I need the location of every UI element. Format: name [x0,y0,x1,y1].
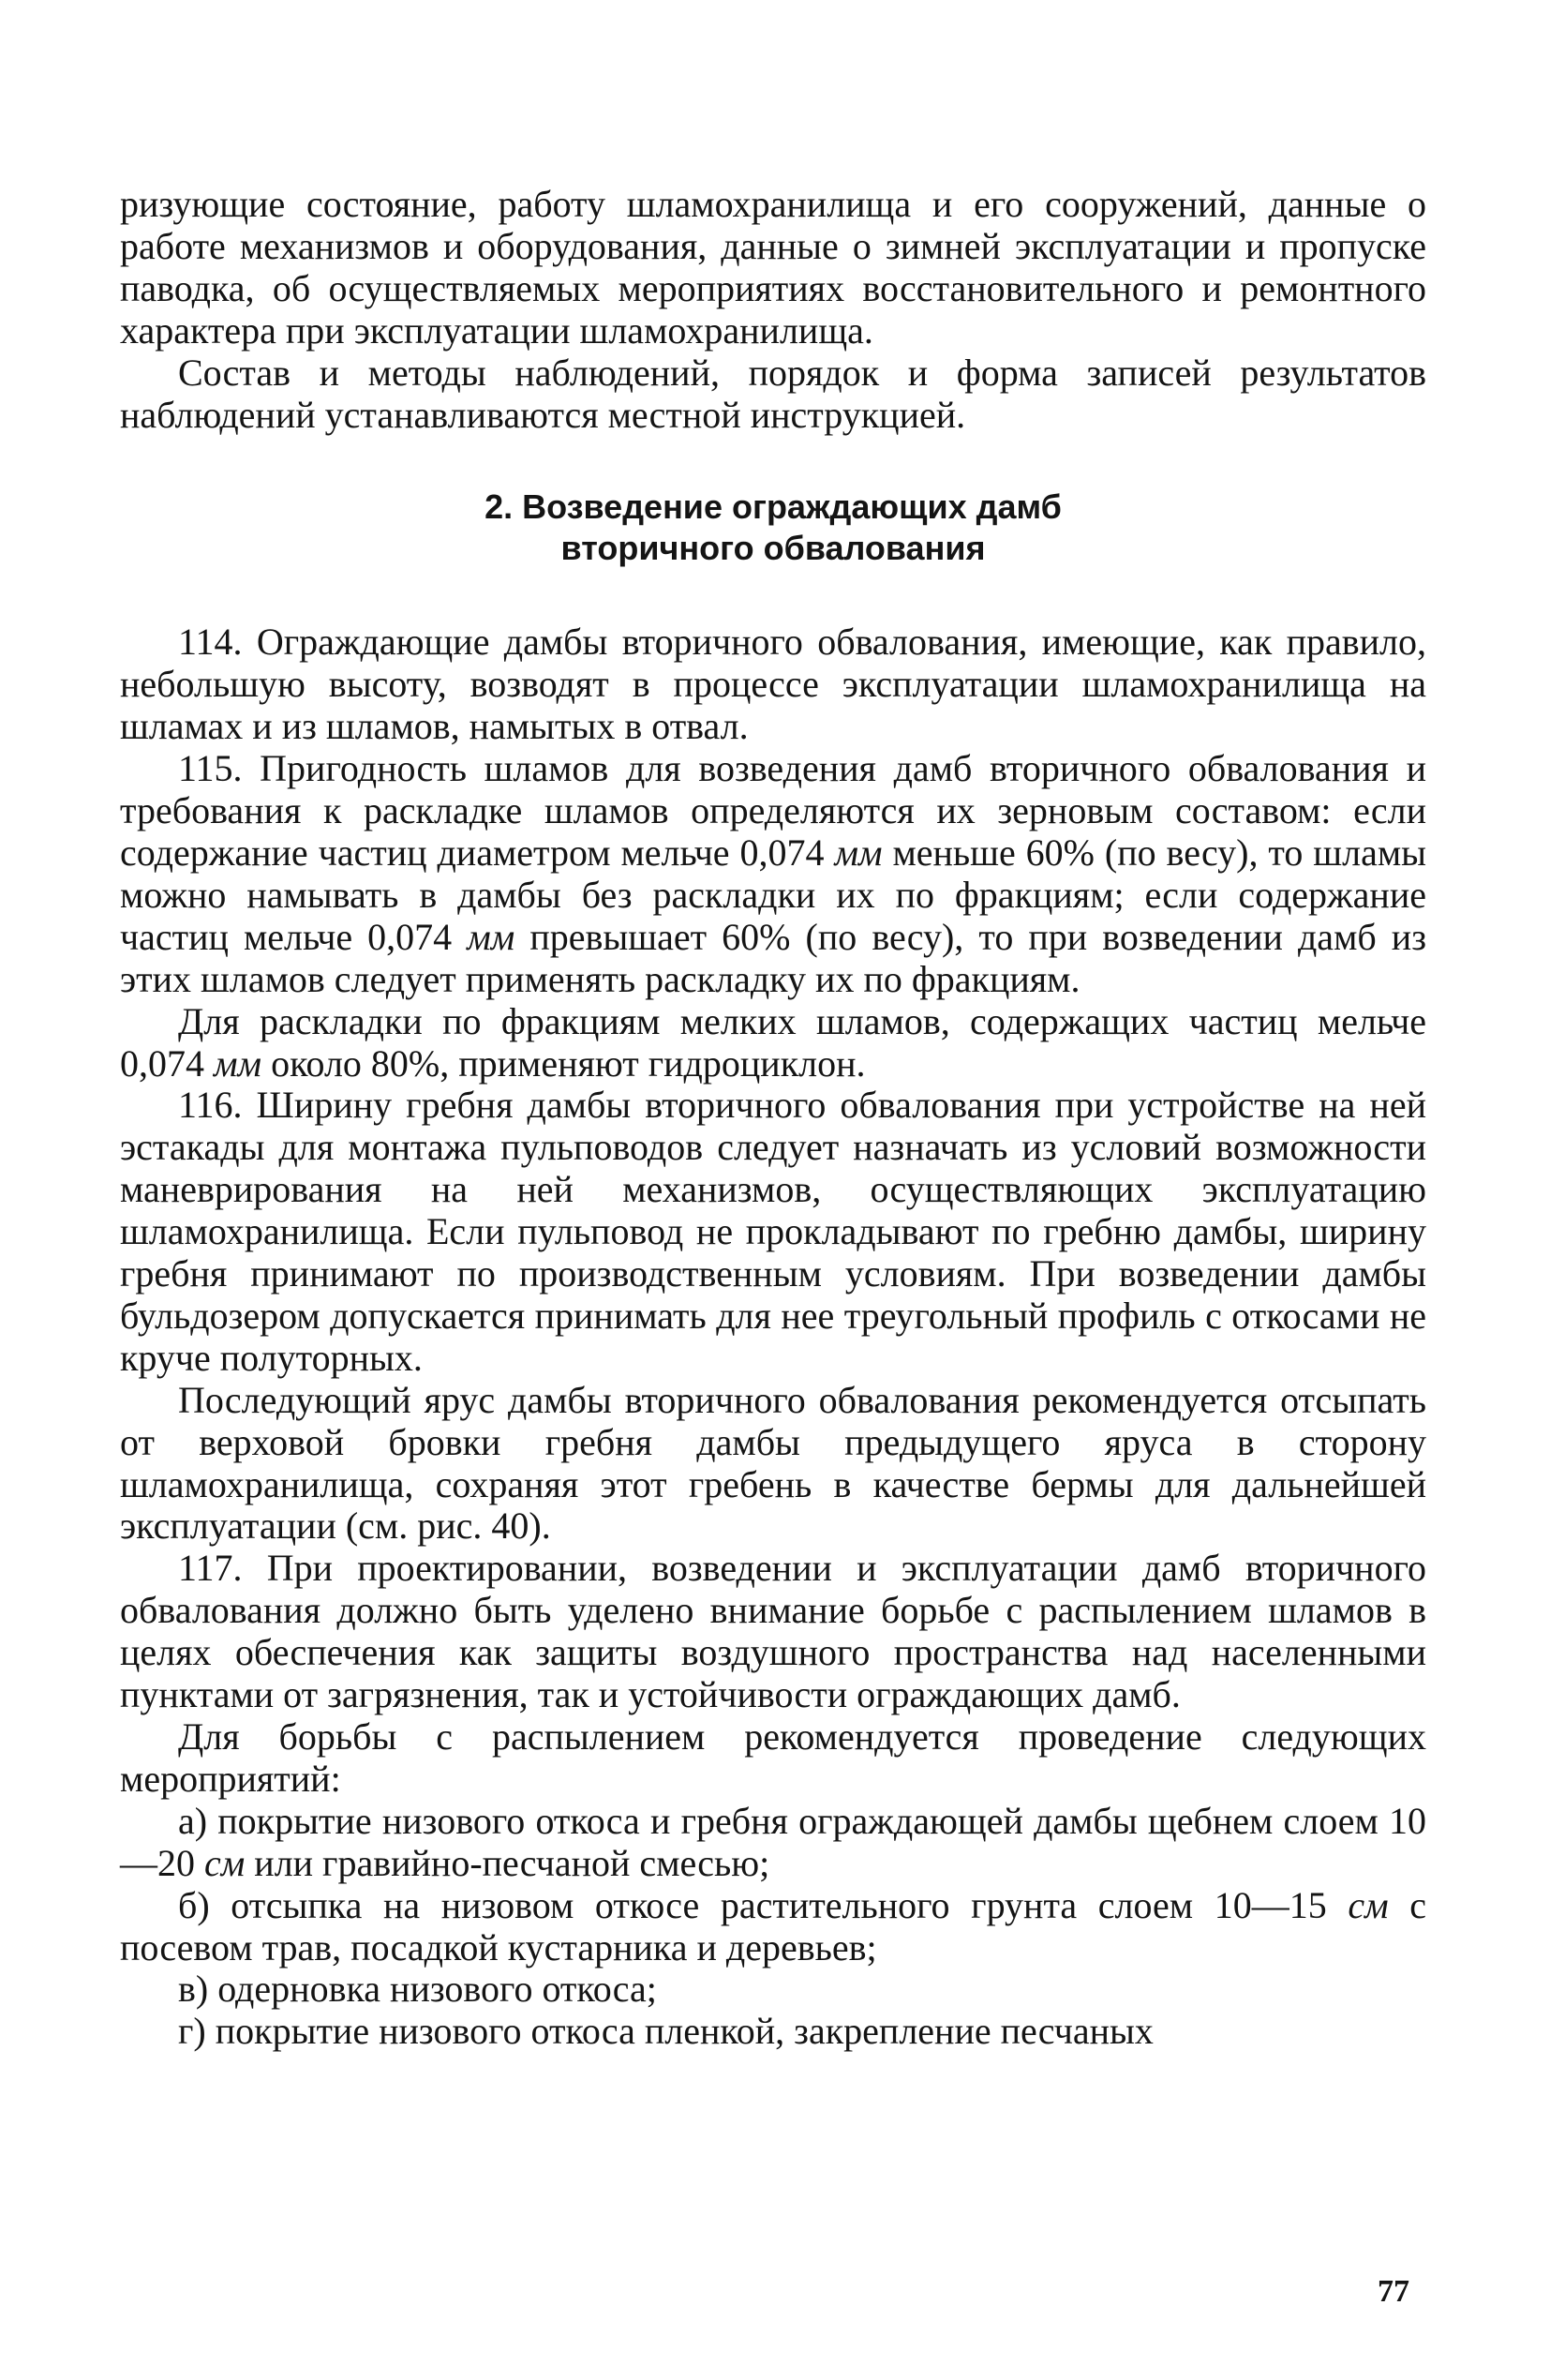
page-number: 77 [1378,2274,1409,2309]
paragraph-117-measures-intro: Для борьбы с распылением рекомендуется проведение следующих мероприятий: [120,1715,1426,1800]
paragraph-117: 117. При проектировании, возведении и эксплуатации дамб вторичного обвалования должно быть уделено внимание борьбе с распылением шламов в целях обеспечения как защиты воздушного пространства над населенными пунктами от загрязнения, так и устойчивости ограждающих дамб. [120,1547,1426,1716]
paragraph-115-part-2: меньше 60% (по весу), то шламы можно намывать в дамбы без раскладки их по фракциям; если содержание частиц мельче 0,074 [120,831,1427,958]
measure-g: г) покрытие низового откоса пленкой, закрепление песчаных [178,2010,1154,2053]
section-heading-line-1: 2. Возведение ограждающих дамб [484,487,1062,527]
intro-composition: Состав и методы наблюдений, порядок и форма записей результатов наблюдений устанавливаются местной инструкцией. [120,351,1426,436]
unit-mm: мм [467,915,515,958]
unit-mm: мм [834,831,883,874]
section-heading [120,486,1426,569]
measure-b [120,1885,1426,1969]
measure-b-tail: с посевом трав, посадкой кустарника и деревьев; [120,1883,1426,1968]
paragraph-115-2-part-2: около 80%, применяют гидроциклон. [271,1041,866,1085]
intro-continuation: ризующие состояние, работу шламохранилища и его сооружений, данные о работе механизмов и оборудования, данные о зимней эксплуатации и пропуске паводка, об осуществляемых мероприятиях восстановительного и ремонтного характера при эксплуатации шламохранилища. [120,183,1426,352]
measure-a-text: а) покрытие низового откоса и гребня ограждающей дамбы щебнем слоем 10—20 [120,1799,1426,1884]
unit-mm: мм [214,1041,262,1085]
paragraph-116: 116. Ширину гребня дамбы вторичного обвалования при устройстве на ней эстакады для монтажа пульповодов следует назначать из условий возможности маневрирования на ней механизмов, осуществляющих эксплуатацию шламохранилища. Если пульповод не прокладывают по гребню дамбы, ширину гребня принимают по производственным условиям. При возведении дамбы бульдозером допускается принимать для нее треугольный профиль с откосами не круче полуторных. [120,1084,1426,1379]
paragraph-114: 114. Ограждающие дамбы вторичного обвалования, имеющие, как правило, небольшую высоту, возводят в процессе эксплуатации шламохранилища на шламах и из шламов, намытых в отвал. [120,621,1426,748]
paragraph-115-hydrocyclone [120,1001,1426,1085]
paragraph-115-2-part-1: Для раскладки по фракциям мелких шламов, содержащих частиц мельче 0,074 [120,999,1426,1085]
measure-a [120,1801,1426,1885]
measure-b-text: б) отсыпка на низовом откосе растительного грунта слоем 10—15 [178,1883,1327,1926]
unit-cm: см [1348,1883,1389,1926]
measure-a-tail: или гравийно-песчаной смесью; [254,1841,770,1884]
paragraph-116-next-tier: Последующий ярус дамбы вторичного обвалования рекомендуется отсыпать от верховой бровки гребня дамбы предыдущего яруса в сторону шламохранилища, сохраняя этот гребень в качестве бермы для дальнейшей эксплуатации (см. рис. 40). [120,1378,1426,1548]
paragraph-115-part-3: превышает 60% (по весу), то при возведении дамб из этих шламов следует применять раскладку их по фракциям. [120,915,1427,1000]
measure-v: в) одерновка низового откоса; [178,1968,657,2011]
paragraph-115 [120,748,1426,1000]
section-heading-line-2: вторичного обвалования [560,529,986,568]
paragraph-115-part-1: 115. Пригодность шламов для возведения дамб вторичного обвалования и требования к раскладке шламов определяются их зерновым составом: если содержание частиц диаметром мельче 0,074 [120,747,1426,874]
page-body [120,184,1426,2053]
unit-cm: см [204,1841,246,1884]
